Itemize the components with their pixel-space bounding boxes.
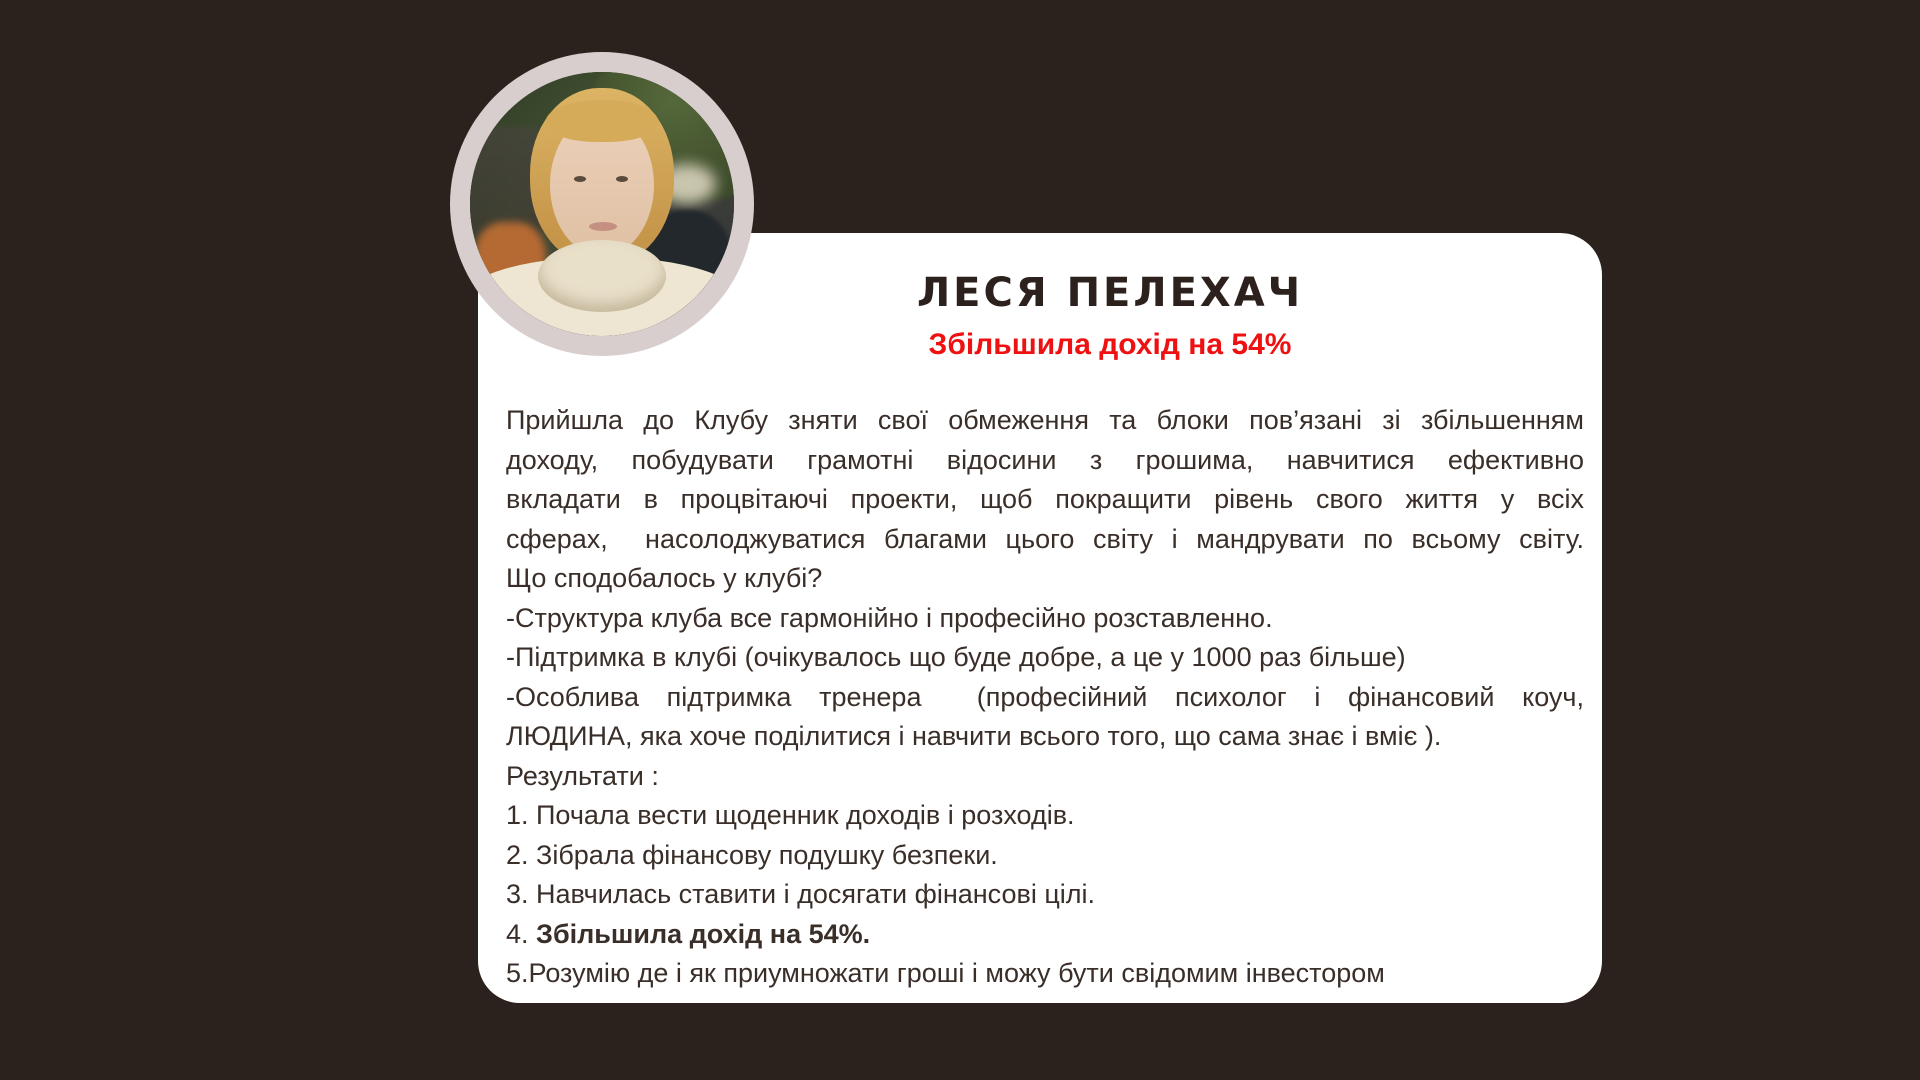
- person-name: ЛЕСЯ ПЕЛЕХАЧ: [916, 270, 1304, 316]
- testimonial-line: 1. Почала вести щоденник доходів і розходів.: [506, 800, 1075, 830]
- testimonial-line: Прийшла до Клубу зняти свої обмеження та блоки пов’язані зі збільшенням: [506, 405, 1584, 435]
- left-eye-shape: [574, 176, 586, 182]
- testimonial-line: Що сподобалось у клубі?: [506, 563, 823, 593]
- testimonial-line: доходу, побудувати грамотні відосини з грошима, навчитися ефективно: [506, 444, 1584, 475]
- testimonial-line: вкладати в процвітаючі проекти, щоб покращити рівень свого життя у всіх: [506, 484, 1584, 514]
- result-highlight: Збільшила дохід на 54%: [928, 328, 1292, 361]
- profile-photo: [470, 72, 734, 336]
- testimonial-line: -Особлива підтримка тренера (професійний психолог і фінансовий коуч,: [506, 681, 1584, 712]
- testimonial-line: 3. Навчилась ставити і досягати фінансові цілі.: [506, 879, 1096, 909]
- bangs-shape: [546, 100, 658, 142]
- collar-shape: [538, 240, 666, 312]
- testimonial-line: сферах, насолоджуватися благами цього світу і мандрувати по всьому світу.: [506, 523, 1584, 554]
- testimonial-line: ЛЮДИНА, яка хоче поділитися і навчити всього того, що сама знає і вміє ).: [506, 721, 1442, 751]
- card-header: [618, 270, 1602, 361]
- lips-shape: [589, 222, 617, 231]
- testimonial-line: -Підтримка в клубі (очікувалось що буде добре, а це у 1000 раз більше): [506, 642, 1406, 672]
- testimonial-line: 2. Зібрала фінансову подушку безпеки.: [506, 839, 998, 870]
- testimonial-line: Результати :: [506, 760, 659, 791]
- right-eye-shape: [616, 176, 628, 182]
- testimonial-line: 4. Збільшила дохід на 54%.: [506, 918, 871, 949]
- avatar: [450, 52, 754, 356]
- testimonial-line: -Структура клуба все гармонійно і професійно розставленно.: [506, 602, 1273, 633]
- testimonial-line: 5.Розумію де і як приумножати гроші і можу бути свідомим інвестором: [506, 958, 1385, 988]
- testimonial-text: [506, 401, 1584, 994]
